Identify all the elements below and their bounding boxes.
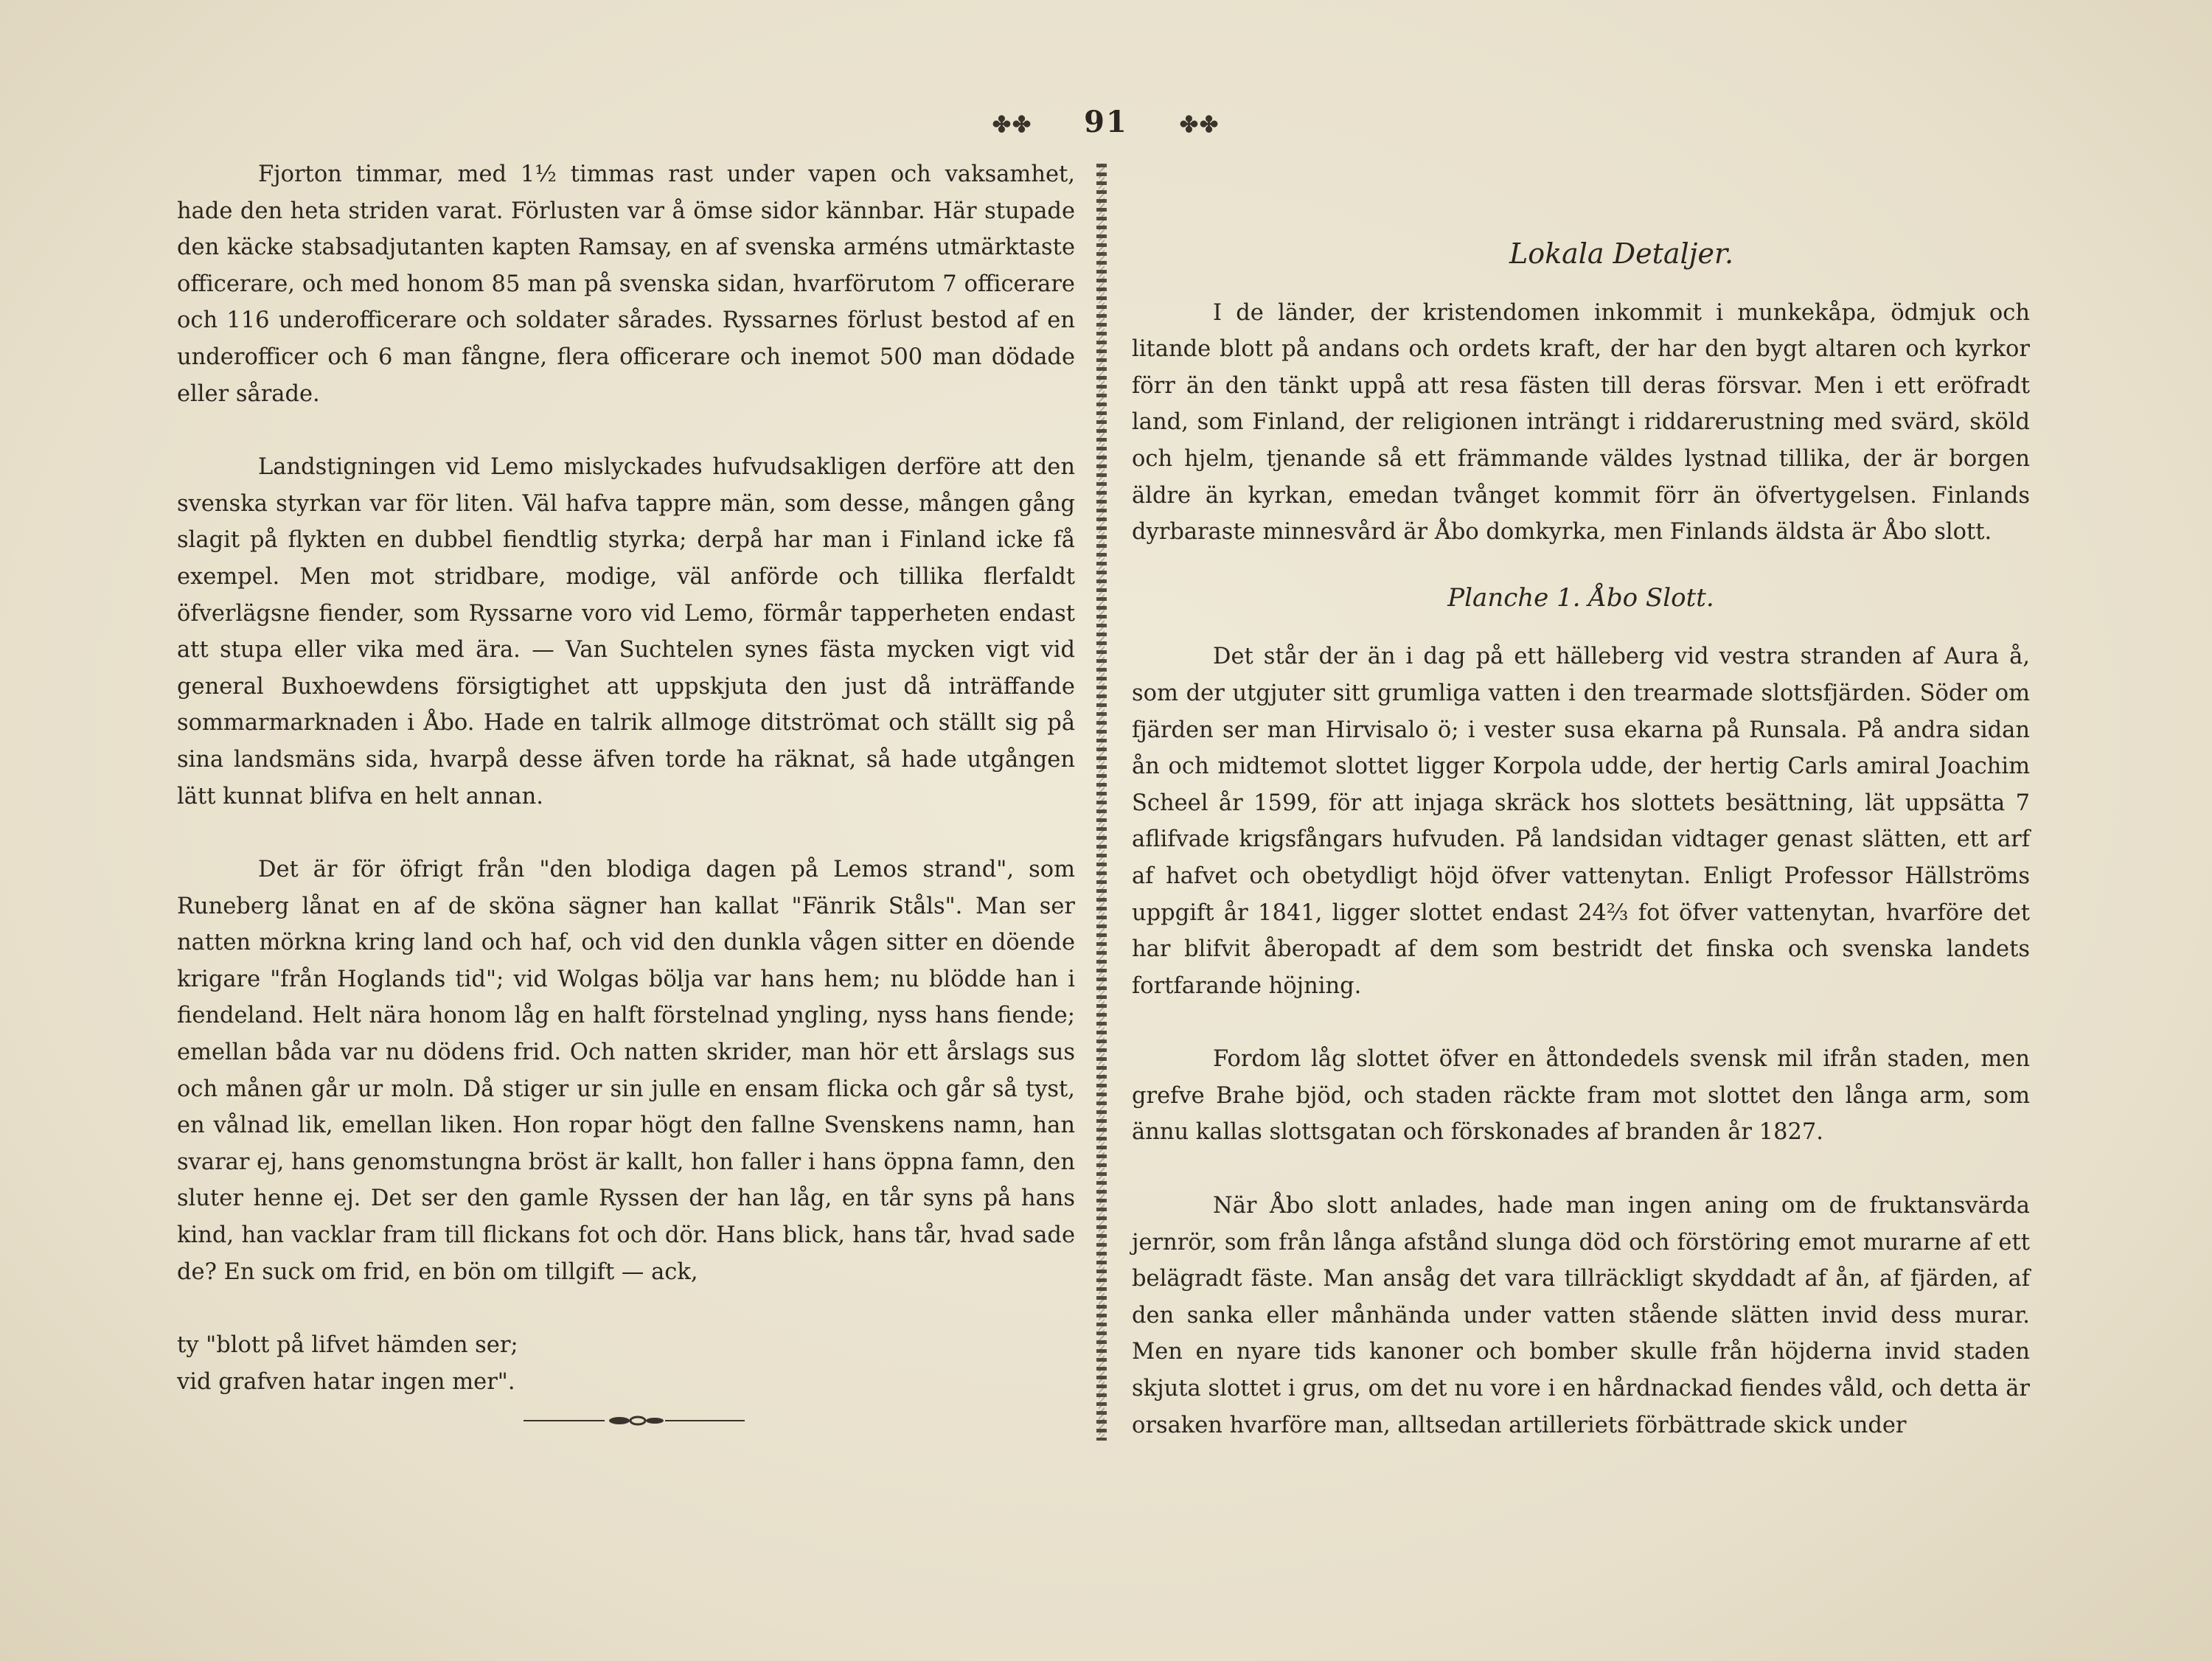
end-ornament <box>524 1415 745 1426</box>
verse-line: vid grafven hatar ingen mer". <box>177 1368 515 1395</box>
page-number: 91 <box>1084 105 1128 139</box>
paragraph: Det står der än i dag på ett hälleberg vid vestra stranden af Aura å, som der utgjuter sitt grumliga vatten i den trearmade slottsfjärden. Söder om fjärden ser man Hirvisalo ö; i vester susa ekarna på Runsala. På andra sidan ån och midtemot slottet ligger Korpola udde, der hertig Carls amiral Joachim Scheel år 1599, för att injaga skräck hos slottets besättning, lät uppsätta 7 aflifvade krigsfångars hufvuden. På landsidan vidtager genast slätten, ett arf af hafvet och obetydligt höjd öfver vattenytan. Enligt Professor Hällströms uppgift år 1841, ligger slottet endast 24⅔ fot öfver vattenytan, hvarföre det har blifvit åberopadt af dem som bestridt det finska och svenska landets fortfarande höjning. <box>1132 644 2030 999</box>
paragraph: Fjorton timmar, med 1½ timmas rast under vapen och vaksamhet, hade den heta striden varat. Förlusten var å ömse sidor kännbar. Här stupade den käcke stabsadjutanten kapten Ramsay, en af svenska arméns utmärktaste officerare, och med honom 85 man på svenska sidan, hvarförutom 7 officerare och 116 underofficerare och soldater sårades. Ryssarnes förlust bestod af en underofficer och 6 man fångne, flera officerare och inemot 500 man dödade eller sårade. <box>177 161 1075 407</box>
right-column <box>1132 236 2030 1444</box>
left-ornament: ✤✤ <box>992 112 1033 138</box>
verse <box>177 1327 1075 1400</box>
right-ornament: ✤✤ <box>1179 112 1220 138</box>
paragraph: I de länder, der kristendomen inkommit i munkekåpa, ödmjuk och litande blott på andans och ordets kraft, der har den bygt altaren och kyrkor förr än den tänkt uppå att resa fästen till deras försvar. Men i ett eröfradt land, som Finland, der religionen inträngt i riddarerustning med svärd, sköld och hjelm, tjenande så ett främmande väldes lystnad tillika, der är borgen äldre än kyrkan, emedan tvånget kommit förr än öfvertygelsen. Finlands dyrbaraste minnesvård är Åbo domkyrka, men Finlands äldsta är Åbo slott. <box>1132 299 2030 546</box>
plate-subtitle: Planche 1. Åbo Slott. <box>1447 582 1714 613</box>
paragraph: Landstigningen vid Lemo mislyckades hufvudsakligen derföre att den svenska styrkan var för liten. Väl hafva tappre män, som desse, mången gång slagit på flykten en dubbel fiendtlig styrka; derpå har man i Finland icke få exempel. Men mot stridbare, modige, väl anförde och tillika flerfaldt öfverlägsne fiender, som Ryssarne voro vid Lemo, förmår tapperheten endast att stupa eller vika med ära. — Van Suchtelen synes fästa mycken vigt vid general Buxhoewdens försigtighet att uppskjuta den just då inträffande sommarmarknaden i Åbo. Hade en talrik allmoge ditströmat och ställt sig på sina landsmäns sida, hvarpå desse äfven torde ha räknat, så hade utgången lätt kunnat blifva en helt annan. <box>177 454 1075 809</box>
section-title: Lokala Detaljer. <box>1509 237 1734 270</box>
paragraph: Fordom låg slottet öfver en åttondedels svensk mil ifrån staden, men grefve Brahe bjöd, och staden räckte fram mot slottet den långa arm, som ännu kallas slottsgatan och förskonades af branden år 1827. <box>1132 1046 2030 1146</box>
verse-line: ty "blott på lifvet hämden ser; <box>177 1332 518 1359</box>
paragraph: Det är för öfrigt från "den blodiga dagen på Lemos strand", som Runeberg lånat en af de sköna sägner han kallat "Fänrik Ståls". Man ser natten mörkna kring land och haf, och vid den dunkla vågen sitter en döende krigare "från Hoglands tid"; vid Wolgas bölja var hans hem; nu blödde han i fiendeland. Helt nära honom låg en halft förstelnad yngling, nyss hans fiende; emellan båda var nu dödens frid. Och natten skrider, man hör ett årslags sus och månen går ur moln. Då stiger ur sin julle en ensam flicka och går så tyst, en vålnad lik, emellan liken. Hon ropar högt den fallne Svenskens namn, han svarar ej, hans genomstungna bröst är kallt, hon faller i hans öppna famn, den sluter henne ej. Det ser den gamle Ryssen der han låg, en tår syns på hans kind, han vacklar fram till flickans fot och dör. Hans blick, hans tår, hvad sade de? En suck om frid, en bön om tillgift — ack, <box>177 857 1075 1285</box>
left-column <box>177 156 1075 1400</box>
column-divider-pattern <box>1099 164 1105 1441</box>
paragraph: När Åbo slott anlades, hade man ingen aning om de fruktansvärda jernrör, som från långa afstånd slunga död och förstöring emot murarne af ett belägradt fäste. Man ansåg det vara tillräckligt skyddadt af ån, af fjärden, af den sanka eller månhända under vatten stående slätten invid dess murar. Men en nyare tids kanoner och bomber skulle från höjderna invid staden skjuta slottet i grus, om det nu vore i en hårdnackad fiendes våld, och detta är orsaken hvarföre man, alltsedan artilleriets förbättrade skick under <box>1132 1193 2030 1438</box>
page-header <box>0 105 2212 139</box>
